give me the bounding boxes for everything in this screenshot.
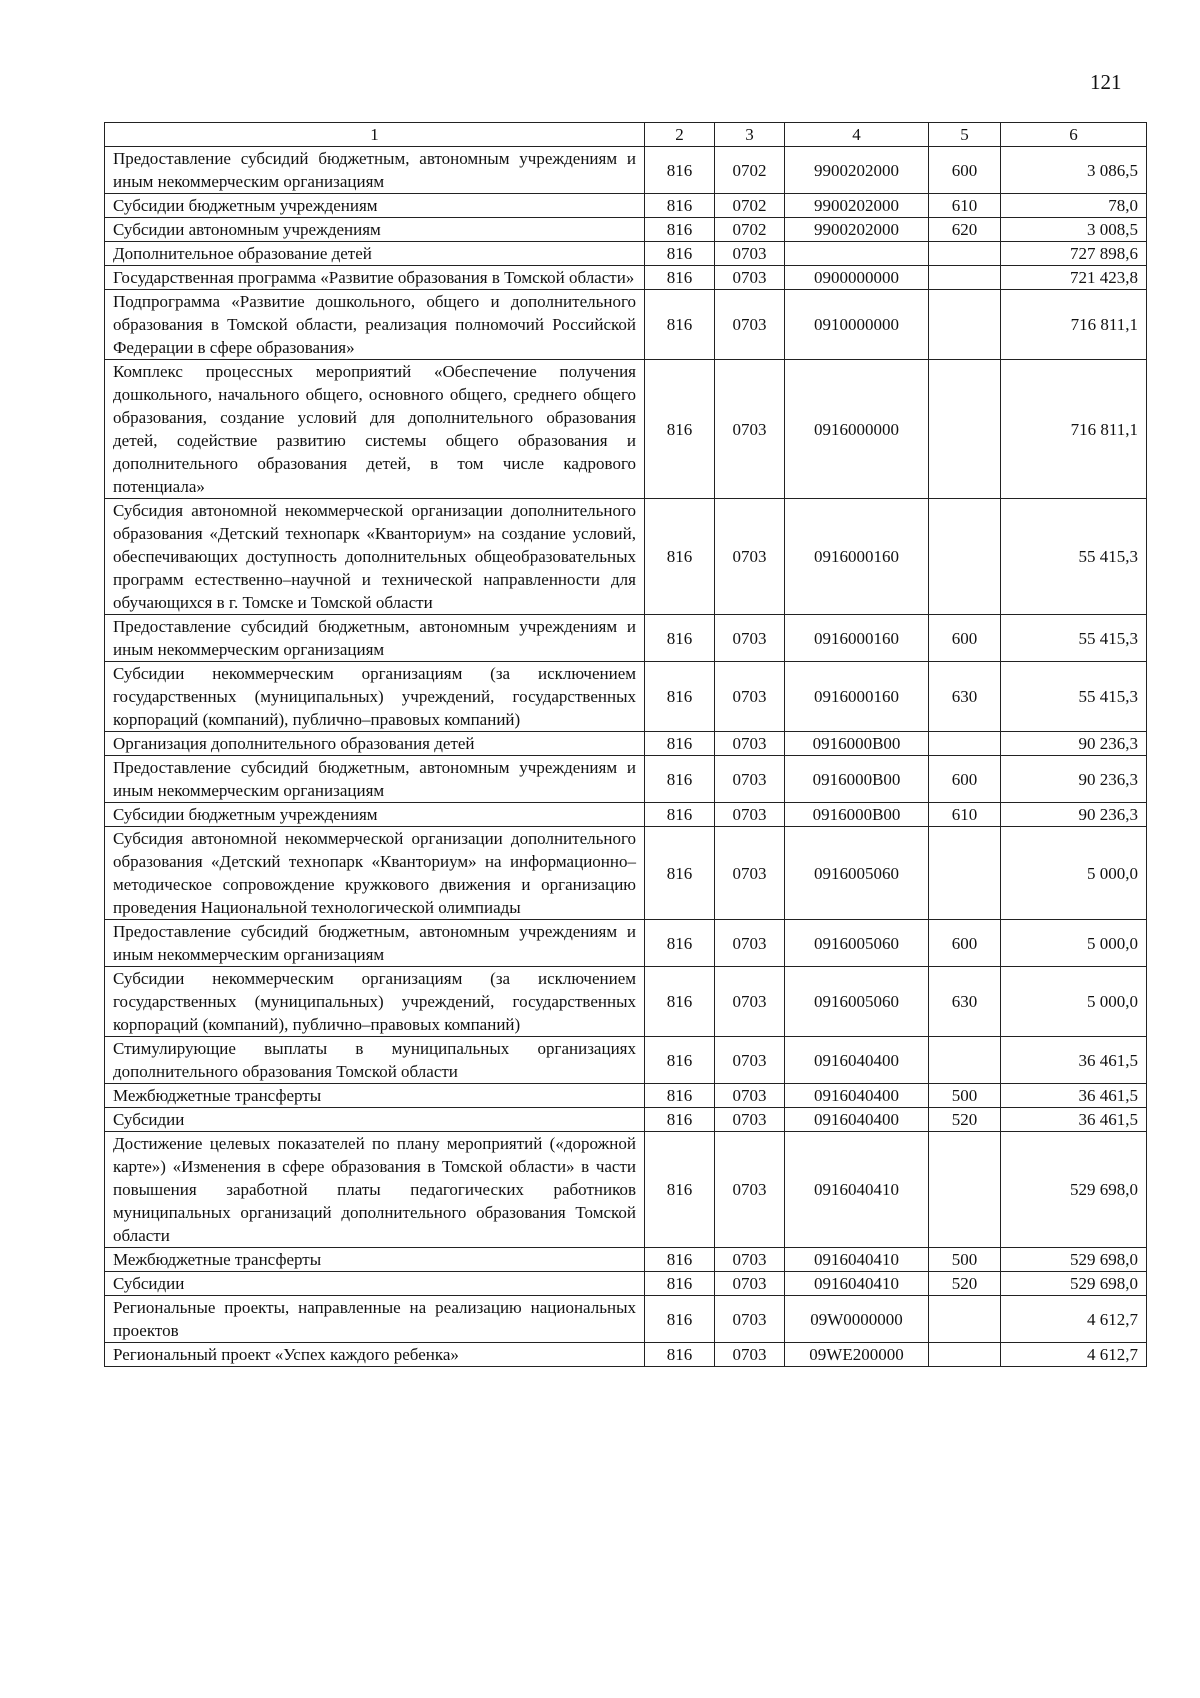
row-col-4: 09W0000000 — [785, 1296, 929, 1343]
row-col-5 — [929, 1132, 1001, 1248]
row-col-2: 816 — [645, 827, 715, 920]
row-col-3: 0703 — [715, 1343, 785, 1367]
row-col-4: 0916040400 — [785, 1084, 929, 1108]
row-col-3: 0703 — [715, 1037, 785, 1084]
row-col-2: 816 — [645, 662, 715, 732]
row-col-4: 0916000В00 — [785, 732, 929, 756]
header-col-3: 3 — [715, 123, 785, 147]
row-col-2: 816 — [645, 147, 715, 194]
row-name: Государственная программа «Развитие образования в Томской области» — [105, 266, 645, 290]
table-row — [105, 1037, 1147, 1084]
row-amount: 529 698,0 — [1001, 1248, 1147, 1272]
row-amount: 716 811,1 — [1001, 360, 1147, 499]
row-name: Межбюджетные трансферты — [105, 1248, 645, 1272]
row-name: Подпрограмма «Развитие дошкольного, общего и дополнительного образования в Томской области, реализация полномочий Российской Федерации в сфере образования» — [105, 290, 645, 360]
row-col-2: 816 — [645, 803, 715, 827]
row-amount: 36 461,5 — [1001, 1037, 1147, 1084]
table-body — [105, 147, 1147, 1367]
row-col-5 — [929, 499, 1001, 615]
table-row — [105, 615, 1147, 662]
row-name: Субсидии автономным учреждениям — [105, 218, 645, 242]
row-name: Комплекс процессных мероприятий «Обеспечение получения дошкольного, начального общего, основного общего, среднего общего образования, создание условий для дополнительного образования детей, содействие развитию системы общего образования и дополнительного образования детей, в том числе кадрового потенциала» — [105, 360, 645, 499]
row-col-2: 816 — [645, 266, 715, 290]
row-col-2: 816 — [645, 1108, 715, 1132]
table-row — [105, 218, 1147, 242]
row-name: Региональные проекты, направленные на реализацию национальных проектов — [105, 1296, 645, 1343]
row-col-3: 0703 — [715, 662, 785, 732]
row-col-4: 0910000000 — [785, 290, 929, 360]
row-col-4: 0916000В00 — [785, 756, 929, 803]
table-row — [105, 827, 1147, 920]
row-amount: 5 000,0 — [1001, 967, 1147, 1037]
row-col-3: 0703 — [715, 266, 785, 290]
row-col-5: 610 — [929, 194, 1001, 218]
row-col-2: 816 — [645, 242, 715, 266]
row-amount: 5 000,0 — [1001, 827, 1147, 920]
row-name: Региональный проект «Успех каждого ребенка» — [105, 1343, 645, 1367]
row-col-4: 9900202000 — [785, 147, 929, 194]
row-name: Предоставление субсидий бюджетным, автономным учреждениям и иным некоммерческим организациям — [105, 756, 645, 803]
row-col-4: 0916000160 — [785, 615, 929, 662]
row-name: Межбюджетные трансферты — [105, 1084, 645, 1108]
header-col-1: 1 — [105, 123, 645, 147]
row-amount: 716 811,1 — [1001, 290, 1147, 360]
table-row — [105, 756, 1147, 803]
row-amount: 90 236,3 — [1001, 756, 1147, 803]
row-col-3: 0703 — [715, 1296, 785, 1343]
row-amount: 727 898,6 — [1001, 242, 1147, 266]
row-col-2: 816 — [645, 1272, 715, 1296]
row-col-4: 0916040410 — [785, 1272, 929, 1296]
row-col-4: 0916040410 — [785, 1248, 929, 1272]
row-col-4: 0916040400 — [785, 1108, 929, 1132]
budget-table — [104, 122, 1147, 1367]
row-col-4: 09WE200000 — [785, 1343, 929, 1367]
row-amount: 90 236,3 — [1001, 803, 1147, 827]
page-number: 121 — [1090, 70, 1122, 94]
row-col-2: 816 — [645, 360, 715, 499]
row-col-3: 0703 — [715, 803, 785, 827]
row-amount: 4 612,7 — [1001, 1343, 1147, 1367]
row-amount: 3 086,5 — [1001, 147, 1147, 194]
row-col-4: 0900000000 — [785, 266, 929, 290]
header-row — [105, 123, 1147, 147]
table-row — [105, 499, 1147, 615]
row-col-3: 0703 — [715, 1084, 785, 1108]
table-row — [105, 242, 1147, 266]
row-col-4: 0916040400 — [785, 1037, 929, 1084]
row-name: Субсидии — [105, 1108, 645, 1132]
row-name: Субсидии некоммерческим организациям (за исключением государственных (муниципальных) учреждений, государственных корпораций (компаний), публично–правовых компаний) — [105, 967, 645, 1037]
table-row — [105, 194, 1147, 218]
row-col-5: 500 — [929, 1084, 1001, 1108]
table-row — [105, 1132, 1147, 1248]
table-row — [105, 662, 1147, 732]
table-row — [105, 1248, 1147, 1272]
row-col-3: 0702 — [715, 194, 785, 218]
table-row — [105, 1272, 1147, 1296]
row-col-5: 630 — [929, 967, 1001, 1037]
row-col-4: 0916000160 — [785, 662, 929, 732]
row-col-4: 0916000В00 — [785, 803, 929, 827]
row-name: Субсидии некоммерческим организациям (за исключением государственных (муниципальных) учреждений, государственных корпораций (компаний), публично–правовых компаний) — [105, 662, 645, 732]
row-col-2: 816 — [645, 615, 715, 662]
table-header — [105, 123, 1147, 147]
row-col-3: 0703 — [715, 756, 785, 803]
row-col-2: 816 — [645, 1132, 715, 1248]
header-col-5: 5 — [929, 123, 1001, 147]
row-col-3: 0703 — [715, 1272, 785, 1296]
row-col-5 — [929, 1296, 1001, 1343]
row-col-2: 816 — [645, 920, 715, 967]
table-row — [105, 803, 1147, 827]
row-name: Субсидия автономной некоммерческой организации дополнительного образования «Детский технопарк «Кванториум» на создание условий, обеспечивающих доступность дополнительных общеобразовательных программ естественно–научной и технической направленности для обучающихся в г. Томске и Томской области — [105, 499, 645, 615]
row-name: Субсидия автономной некоммерческой организации дополнительного образования «Детский технопарк «Кванториум» на информационно–методическое сопровождение кружкового движения и организацию проведения Национальной технологической олимпиады — [105, 827, 645, 920]
row-col-5: 610 — [929, 803, 1001, 827]
row-amount: 3 008,5 — [1001, 218, 1147, 242]
row-amount: 55 415,3 — [1001, 662, 1147, 732]
row-name: Достижение целевых показателей по плану мероприятий («дорожной карте») «Изменения в сфере образования в Томской области» в части повышения заработной платы педагогических работников муниципальных организаций дополнительного образования Томской области — [105, 1132, 645, 1248]
row-col-2: 816 — [645, 290, 715, 360]
row-col-5: 600 — [929, 147, 1001, 194]
row-col-3: 0703 — [715, 1132, 785, 1248]
row-col-2: 816 — [645, 756, 715, 803]
row-amount: 5 000,0 — [1001, 920, 1147, 967]
row-col-5: 630 — [929, 662, 1001, 732]
table-row — [105, 1343, 1147, 1367]
row-col-3: 0703 — [715, 920, 785, 967]
row-col-5 — [929, 266, 1001, 290]
table-row — [105, 967, 1147, 1037]
row-col-5 — [929, 360, 1001, 499]
row-col-3: 0703 — [715, 1248, 785, 1272]
row-col-5: 500 — [929, 1248, 1001, 1272]
row-name: Дополнительное образование детей — [105, 242, 645, 266]
table-row — [105, 1084, 1147, 1108]
row-col-5: 620 — [929, 218, 1001, 242]
row-col-4: 0916005060 — [785, 920, 929, 967]
row-amount: 529 698,0 — [1001, 1272, 1147, 1296]
row-col-5: 520 — [929, 1272, 1001, 1296]
header-col-2: 2 — [645, 123, 715, 147]
table-row — [105, 147, 1147, 194]
header-col-6: 6 — [1001, 123, 1147, 147]
row-col-3: 0702 — [715, 147, 785, 194]
row-col-3: 0703 — [715, 290, 785, 360]
row-name: Организация дополнительного образования детей — [105, 732, 645, 756]
row-name: Субсидии бюджетным учреждениям — [105, 194, 645, 218]
row-name: Предоставление субсидий бюджетным, автономным учреждениям и иным некоммерческим организациям — [105, 615, 645, 662]
row-amount: 529 698,0 — [1001, 1132, 1147, 1248]
row-col-3: 0703 — [715, 615, 785, 662]
row-amount: 55 415,3 — [1001, 499, 1147, 615]
row-name: Стимулирующие выплаты в муниципальных организациях дополнительного образования Томской области — [105, 1037, 645, 1084]
row-col-2: 816 — [645, 732, 715, 756]
row-col-5: 600 — [929, 615, 1001, 662]
row-amount: 36 461,5 — [1001, 1108, 1147, 1132]
row-col-2: 816 — [645, 499, 715, 615]
row-col-5 — [929, 290, 1001, 360]
row-col-2: 816 — [645, 1248, 715, 1272]
row-col-3: 0703 — [715, 827, 785, 920]
row-amount: 78,0 — [1001, 194, 1147, 218]
row-col-3: 0703 — [715, 499, 785, 615]
row-col-5 — [929, 732, 1001, 756]
row-amount: 4 612,7 — [1001, 1296, 1147, 1343]
row-col-4: 0916040410 — [785, 1132, 929, 1248]
row-col-5 — [929, 242, 1001, 266]
table-row — [105, 360, 1147, 499]
row-amount: 721 423,8 — [1001, 266, 1147, 290]
row-col-3: 0703 — [715, 360, 785, 499]
row-col-3: 0703 — [715, 967, 785, 1037]
table-row — [105, 266, 1147, 290]
table-row — [105, 1108, 1147, 1132]
row-col-5: 600 — [929, 920, 1001, 967]
row-name: Предоставление субсидий бюджетным, автономным учреждениям и иным некоммерческим организациям — [105, 147, 645, 194]
row-col-5 — [929, 1343, 1001, 1367]
row-col-4: 0916005060 — [785, 967, 929, 1037]
header-col-4: 4 — [785, 123, 929, 147]
row-col-2: 816 — [645, 194, 715, 218]
row-col-3: 0703 — [715, 1108, 785, 1132]
row-col-4: 0916000160 — [785, 499, 929, 615]
row-col-3: 0703 — [715, 732, 785, 756]
row-name: Субсидии бюджетным учреждениям — [105, 803, 645, 827]
table-row — [105, 920, 1147, 967]
row-col-2: 816 — [645, 1084, 715, 1108]
row-col-2: 816 — [645, 967, 715, 1037]
row-name: Субсидии — [105, 1272, 645, 1296]
row-col-4: 9900202000 — [785, 194, 929, 218]
row-name: Предоставление субсидий бюджетным, автономным учреждениям и иным некоммерческим организациям — [105, 920, 645, 967]
row-col-2: 816 — [645, 218, 715, 242]
row-amount: 55 415,3 — [1001, 615, 1147, 662]
row-col-4: 0916005060 — [785, 827, 929, 920]
row-col-3: 0703 — [715, 242, 785, 266]
row-col-2: 816 — [645, 1296, 715, 1343]
row-amount: 90 236,3 — [1001, 732, 1147, 756]
row-col-2: 816 — [645, 1037, 715, 1084]
row-col-5: 600 — [929, 756, 1001, 803]
row-col-5 — [929, 827, 1001, 920]
table-row — [105, 1296, 1147, 1343]
row-col-5: 520 — [929, 1108, 1001, 1132]
row-col-4 — [785, 242, 929, 266]
row-col-4: 9900202000 — [785, 218, 929, 242]
row-col-5 — [929, 1037, 1001, 1084]
table-row — [105, 732, 1147, 756]
row-col-4: 0916000000 — [785, 360, 929, 499]
table-row — [105, 290, 1147, 360]
row-col-2: 816 — [645, 1343, 715, 1367]
row-amount: 36 461,5 — [1001, 1084, 1147, 1108]
row-col-3: 0702 — [715, 218, 785, 242]
